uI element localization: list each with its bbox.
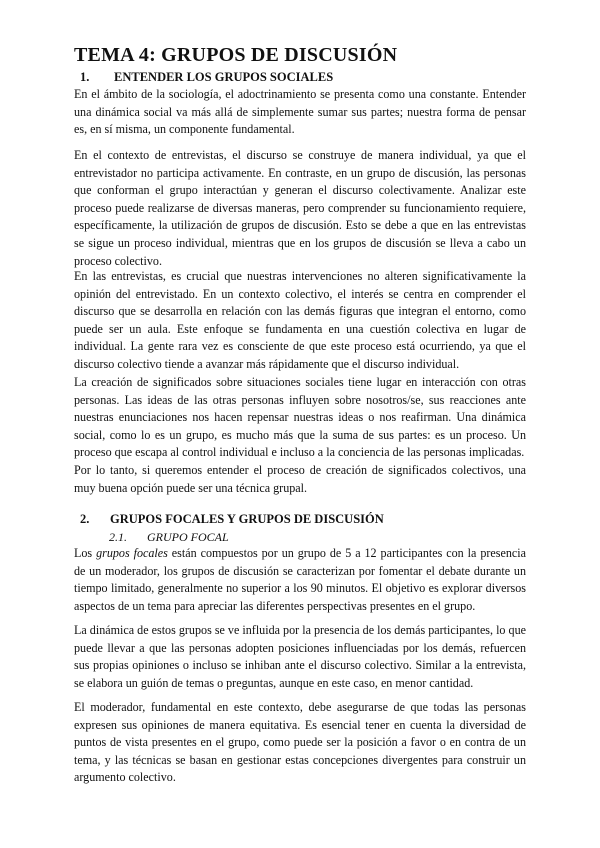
section-1-heading (80, 70, 333, 85)
paragraph-6-term: grupos focales (96, 546, 168, 560)
section-1-number: 1. (80, 70, 90, 84)
page-title: TEMA 4: GRUPOS DE DISCUSIÓN (74, 44, 398, 66)
section-2-label: GRUPOS FOCALES Y GRUPOS DE DISCUSIÓN (110, 512, 384, 526)
subsection-2-1-number: 2.1. (109, 530, 127, 544)
paragraph-6-rest: están compuestos por un grupo de 5 a 12 participantes con la presencia de un moderador, los grupos de discusión se caracterizan por fomentar el debate durante un tiempo limitado, generalmente no superior a los 90 minutos. El objetivo es explorar diversos aspectos de un tema para apreciar las diferentes perspectivas presentes en el grupo. (74, 546, 526, 613)
section-2-heading (80, 512, 384, 527)
paragraph-4: La creación de significados sobre situaciones sociales tiene lugar en interacción con otras personas. Las ideas de las otras personas influyen sobre nosotros/se, sus reacciones ante nuestras enunciaciones nos hacen repensar nuestras ideas o nos reafirman. Una dinámica social, como lo es un grupo, es mucho más que la suma de sus partes: es un proceso. Un proceso que escapa al control individual e incluso a la conciencia de las personas implicadas. (74, 375, 526, 460)
paragraph-2: En el contexto de entrevistas, el discurso se construye de manera individual, ya que el entrevistador no participa activamente. En contraste, en un grupo de discusión, las personas que conforman el grupo interactúan y generan el discurso colectivamente. Analizar este proceso puede realizarse de diversas maneras, pero comprender su funcionamiento requiere, específicamente, la utilización de grupos de discusión. Esto se debe a que en las entrevistas se sigue un proceso individual, mientras que en los grupos de discusión se lleva a cabo un proceso colectivo. (74, 148, 526, 268)
subsection-2-1-heading (109, 530, 229, 545)
subsection-2-1-label: GRUPO FOCAL (147, 530, 229, 544)
section-1-label: ENTENDER LOS GRUPOS SOCIALES (114, 70, 334, 84)
paragraph-6-lead: Los (74, 546, 97, 560)
paragraph-8: El moderador, fundamental en este contexto, debe asegurarse de que todas las personas expresen sus opiniones de manera equitativa. Es esencial tener en cuenta la diversidad de puntos de vista presentes en el grupo, como puede ser la posición a favor o en contra de un tema, y las técnicas se basan en gestionar estas concepciones divergentes para construir un argumento colectivo. (74, 700, 526, 785)
paragraph-1: En el ámbito de la sociología, el adoctrinamiento se presenta como una constante. Entender una dinámica social va más allá de simplemente sumar sus partes; nuestra forma de pensar es, en sí misma, un componente fundamental. (74, 87, 526, 137)
paragraph-5: Por lo tanto, si queremos entender el proceso de creación de significados colectivos, una muy buena opción puede ser una técnica grupal. (74, 463, 526, 495)
paragraph-6 (74, 545, 526, 615)
paragraph-7: La dinámica de estos grupos se ve influida por la presencia de los demás participantes, lo que puede llevar a que las personas adopten posiciones influenciadas por los demás, refuercen sus propias opiniones o incluso se inhiban ante el discurso colectivo. Similar a la entrevista, se elabora un guión de temas o preguntas, aunque en este caso, en menor cantidad. (74, 623, 526, 690)
paragraph-3: En las entrevistas, es crucial que nuestras intervenciones no alteren significativamente la opinión del entrevistado. En un contexto colectivo, el interés se centra en comprender el discurso que se desarrolla en relación con las demás figuras que integran el entorno, como puede ser un aula. Este enfoque se fundamenta en una cuestión colectiva en lugar de individual. La gente rara vez es consciente de que este proceso está ocurriendo, ya que el discurso colectivo tiende a avanzar más rápidamente que el discurso individual. (74, 269, 526, 371)
section-2-number: 2. (80, 512, 90, 526)
